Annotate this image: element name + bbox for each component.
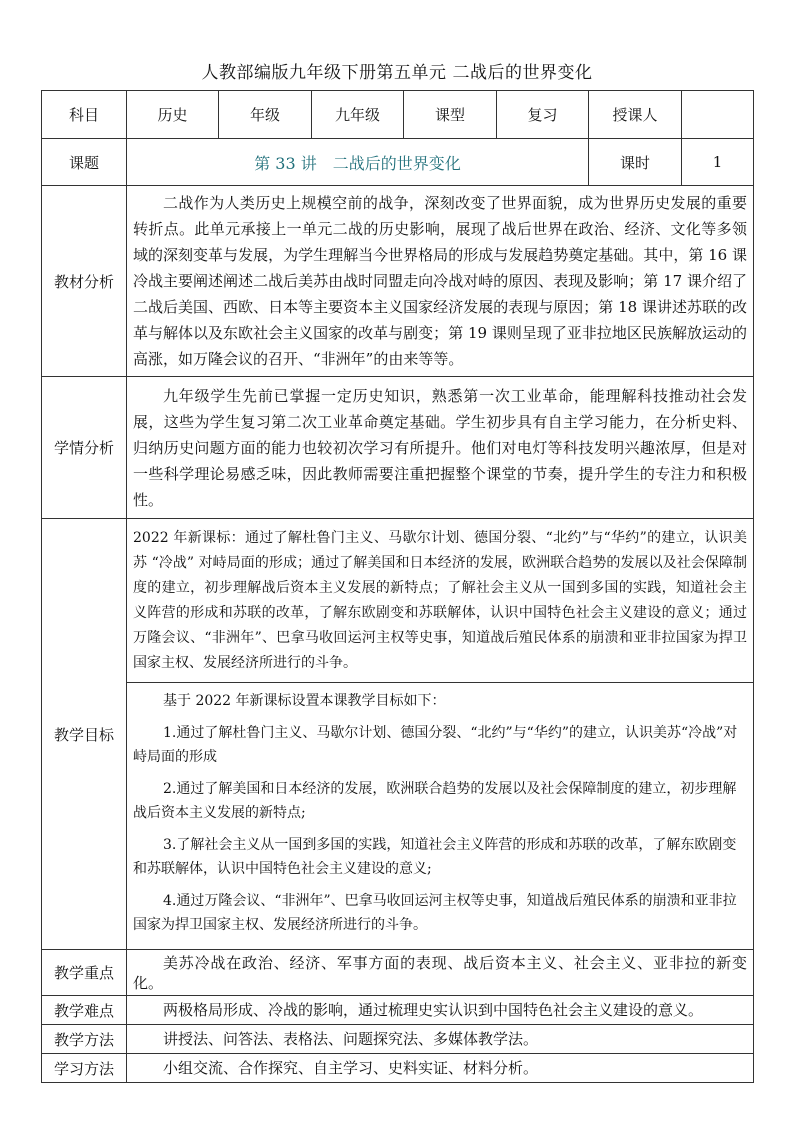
document-title: 人教部编版九年级下册第五单元 二战后的世界变化	[201, 63, 593, 83]
type-label: 课型	[404, 91, 497, 139]
grade-value: 九年级	[312, 91, 404, 139]
students-text: 九年级学生先前已掌握一定历史知识，熟悉第一次工业革命，能理解科技推动社会发展，这些为学生复习第二次工业革命奠定基础。学生初步具有自主学习能力，在分析史料、归纳历史问题方面的能力也较初次学习有所提升。他们对电灯等科技发明兴趣浓厚，但是对一些科学理论易感乏味，因此教师需要注重把握整个课堂的节奏，提升学生的专注力和积极性。	[133, 386, 747, 509]
key-points-label: 教学重点	[42, 950, 127, 996]
learning-methods-label: 学习方法	[42, 1054, 127, 1083]
subject-value: 历史	[127, 91, 219, 139]
goal-item: 3.了解社会主义从一国到多国的实践，知道社会主义阵营的形成和苏联的改革，了解东欧剧变和苏联解体，认识中国特色社会主义建设的意义;	[133, 837, 737, 877]
topic-value: 第 33 讲 二战后的世界变化	[127, 139, 589, 186]
key-points-text: 美苏冷战在政治、经济、军事方面的表现、战后资本主义、社会主义、亚非拉的新变化。	[133, 953, 747, 992]
textbook-text: 二战作为人类历史上规模空前的战争，深刻改变了世界面貌，成为世界历史发展的重要转折点。此单元承接上一单元二战的历史影响，展现了战后世界在政治、经济、文化等多领域的深刻变革与发展，为学生理解当今世界格局的形成与发展趋势奠定基础。其中，第 16 课冷战主要阐述阐述二战后美苏由战时同盟走向冷战对峙的原因、表现及影响；第 17 课介绍了二战后美国、西欧、日本等主要资本主义国家经济发展的表现与原因；第 18 课讲述苏联的改革与解体以及东欧社会主义国家的改革与剧变；第 19 课则呈现了亚非拉地区民族解放运动的高涨，如万隆会议的召开、“非洲年”的由来等等。	[133, 194, 747, 368]
teacher-label: 授课人	[589, 91, 682, 139]
student-analysis-row	[42, 377, 754, 519]
difficulties-row	[42, 996, 754, 1025]
textbook-analysis-row	[42, 186, 754, 377]
goals-standard-row	[42, 519, 754, 683]
subject-label: 科目	[42, 91, 127, 139]
type-value: 复习	[497, 91, 589, 139]
goals-standard-text: 2022 年新课标：通过了解杜鲁门主义、马歇尔计划、德国分裂、“北约”与“华约”的建立，认识美苏 “冷战” 对峙局面的形成；通过了解美国和日本经济的发展，欧洲联合趋势的发展以及社会保障制度的建立，初步理解战后资本主义发展的新特点；了解社会主义从一国到多国的实践，知道社会主义阵营的形成和苏联的改革，了解东欧剧变和苏联解体，认识中国特色社会主义建设的意义；通过万隆会议、“非洲年”、巴拿马收回运河主权等史事，知道战后殖民体系的崩溃和亚非拉国家为捍卫国家主权、发展经济所进行的斗争。	[133, 529, 747, 671]
learning-methods-row	[42, 1054, 754, 1083]
textbook-label: 教材分析	[42, 186, 127, 377]
difficulties-text: 两极格局形成、冷战的影响，通过梳理史实认识到中国特色社会主义建设的意义。	[163, 1001, 704, 1019]
topic-row	[42, 139, 754, 186]
goals-intro: 基于 2022 年新课标设置本课教学目标如下：	[163, 693, 446, 709]
hours-label: 课时	[589, 139, 682, 186]
grade-label: 年级	[219, 91, 312, 139]
key-points-row	[42, 950, 754, 996]
goal-item: 1.通过了解杜鲁门主义、马歇尔计划、德国分裂、“北约”与“华约”的建立，认识美苏“冷战”对峙局面的形成	[133, 725, 738, 765]
students-label: 学情分析	[42, 377, 127, 519]
goals-list-row	[42, 683, 754, 950]
goal-item: 4.通过万隆会议、“非洲年”、巴拿马收回运河主权等史事，知道战后殖民体系的崩溃和亚非拉国家为捍卫国家主权、发展经济所进行的斗争。	[133, 893, 737, 933]
lesson-plan-table	[41, 90, 754, 1083]
teacher-value	[682, 91, 754, 139]
goals-label: 教学目标	[42, 519, 127, 950]
teaching-methods-text: 讲授法、问答法、表格法、问题探究法、多媒体教学法。	[163, 1030, 539, 1048]
goal-item: 2.通过了解美国和日本经济的发展，欧洲联合趋势的发展以及社会保障制度的建立，初步理解战后资本主义发展的新特点;	[133, 781, 737, 821]
difficulties-label: 教学难点	[42, 996, 127, 1025]
topic-label: 课题	[42, 139, 127, 186]
header-row	[42, 91, 754, 139]
teaching-methods-row	[42, 1025, 754, 1054]
learning-methods-text: 小组交流、合作探究、自主学习、史料实证、材料分析。	[163, 1059, 539, 1077]
teaching-methods-label: 教学方法	[42, 1025, 127, 1054]
hours-value: 1	[682, 139, 754, 186]
